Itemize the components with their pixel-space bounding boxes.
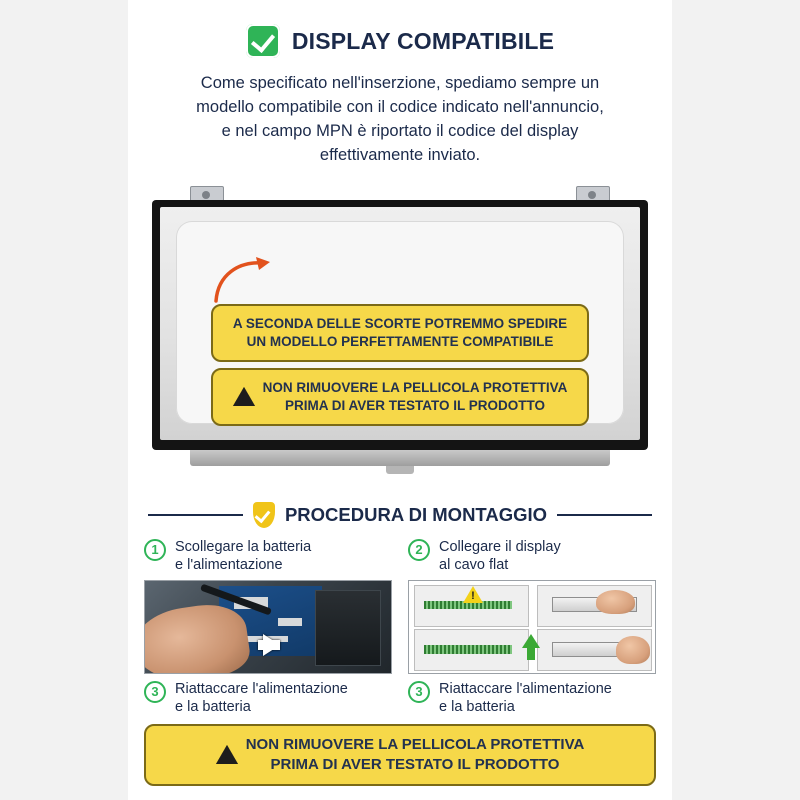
footer-warning-row [156,735,644,776]
panel-bottom-tab [386,466,414,474]
callout-compatible-model [211,304,589,362]
intro-line-1: Come specificato nell'inserzione, spediamo sempre un [200,74,600,92]
divider-left [148,514,243,516]
warning-triangle-icon-photo [463,586,483,603]
divider-right [557,514,652,516]
procedure-header [148,502,652,528]
footer-warning-banner [144,724,656,787]
insert-arrow-icon [522,634,540,648]
content-column [128,0,672,800]
callout-1-line-2: UN MODELLO PERFETTAMENTE COMPATIBILE [246,333,554,349]
step-4-line-2: e la batteria [439,699,515,716]
step-2-line-2: al cavo flat [439,556,509,573]
callout-2-line-1: NON RIMUOVERE LA PELLICOLA PROTETTIVA [262,379,568,395]
step-4-text [439,680,612,716]
step-2-label [408,538,656,574]
battery-graphic [315,590,381,666]
right-gutter-band [672,0,800,800]
flat-cable-bottom-left [424,645,513,653]
step-4-number: 3 [408,681,430,703]
intro-line-4: effettivamente inviato. [319,145,481,164]
step-3-number: 3 [144,681,166,703]
footer-line-2: PRIMA DI AVER TESTATO IL PRODOTTO [270,755,560,773]
step-2-line-1: Collegare il display [439,538,561,555]
intro-line-3: e nel campo MPN è riportato il codice del display [221,121,579,140]
step-2-photo [408,580,656,674]
step-1-label [144,538,392,574]
step-2-number: 2 [408,539,430,561]
step-2-text [439,538,561,574]
page-title: DISPLAY COMPATIBILE [291,27,555,54]
step-3-text [175,680,348,716]
header [128,0,672,58]
intro-line-2: modello compatibile con il codice indicato nell'annuncio, [196,97,604,116]
step-1-number: 1 [144,539,166,561]
callout-2-text [263,379,568,415]
callout-2-row [221,379,579,415]
callout-1-line-1: A SECONDA DELLE SCORTE POTREMMO SPEDIRE [232,315,568,331]
footer-warning-text [246,735,585,776]
step-1-line-1: Scollegare la batteria [175,538,312,555]
step-3-label [144,680,392,716]
step-4-line-1: Riattaccare l'alimentazione [439,680,612,697]
intro-paragraph [146,72,654,168]
finger-graphic-2 [616,636,650,664]
check-badge-icon [246,24,280,58]
left-gutter-band [0,0,128,800]
callout-protective-film [211,368,589,426]
callout-2-line-2: PRIMA DI AVER TESTATO IL PRODOTTO [284,397,545,413]
step-1-line-2: e l'alimentazione [175,556,283,573]
step-4-label [408,680,656,716]
display-panel-illustration [152,186,648,486]
step-3-line-2: e la batteria [175,699,251,716]
panel-bottom-strip [190,450,610,466]
step-1-text [175,538,311,574]
warning-triangle-icon [233,387,255,406]
lcd-panel [152,200,648,450]
finger-graphic-1 [596,590,635,614]
direction-arrow-icon [263,634,280,656]
shield-check-icon [253,502,275,528]
steps-grid [144,538,656,717]
procedure-title: PROCEDURA DI MONTAGGIO [284,503,548,525]
step-1-photo [144,580,392,674]
footer-line-1: NON RIMUOVERE LA PELLICOLA PROTETTIVA [245,735,585,753]
step-3-line-1: Riattaccare l'alimentazione [175,680,348,697]
warning-triangle-icon-footer [216,745,238,764]
curved-arrow-icon [212,255,276,303]
chip-graphic-2 [278,618,303,626]
